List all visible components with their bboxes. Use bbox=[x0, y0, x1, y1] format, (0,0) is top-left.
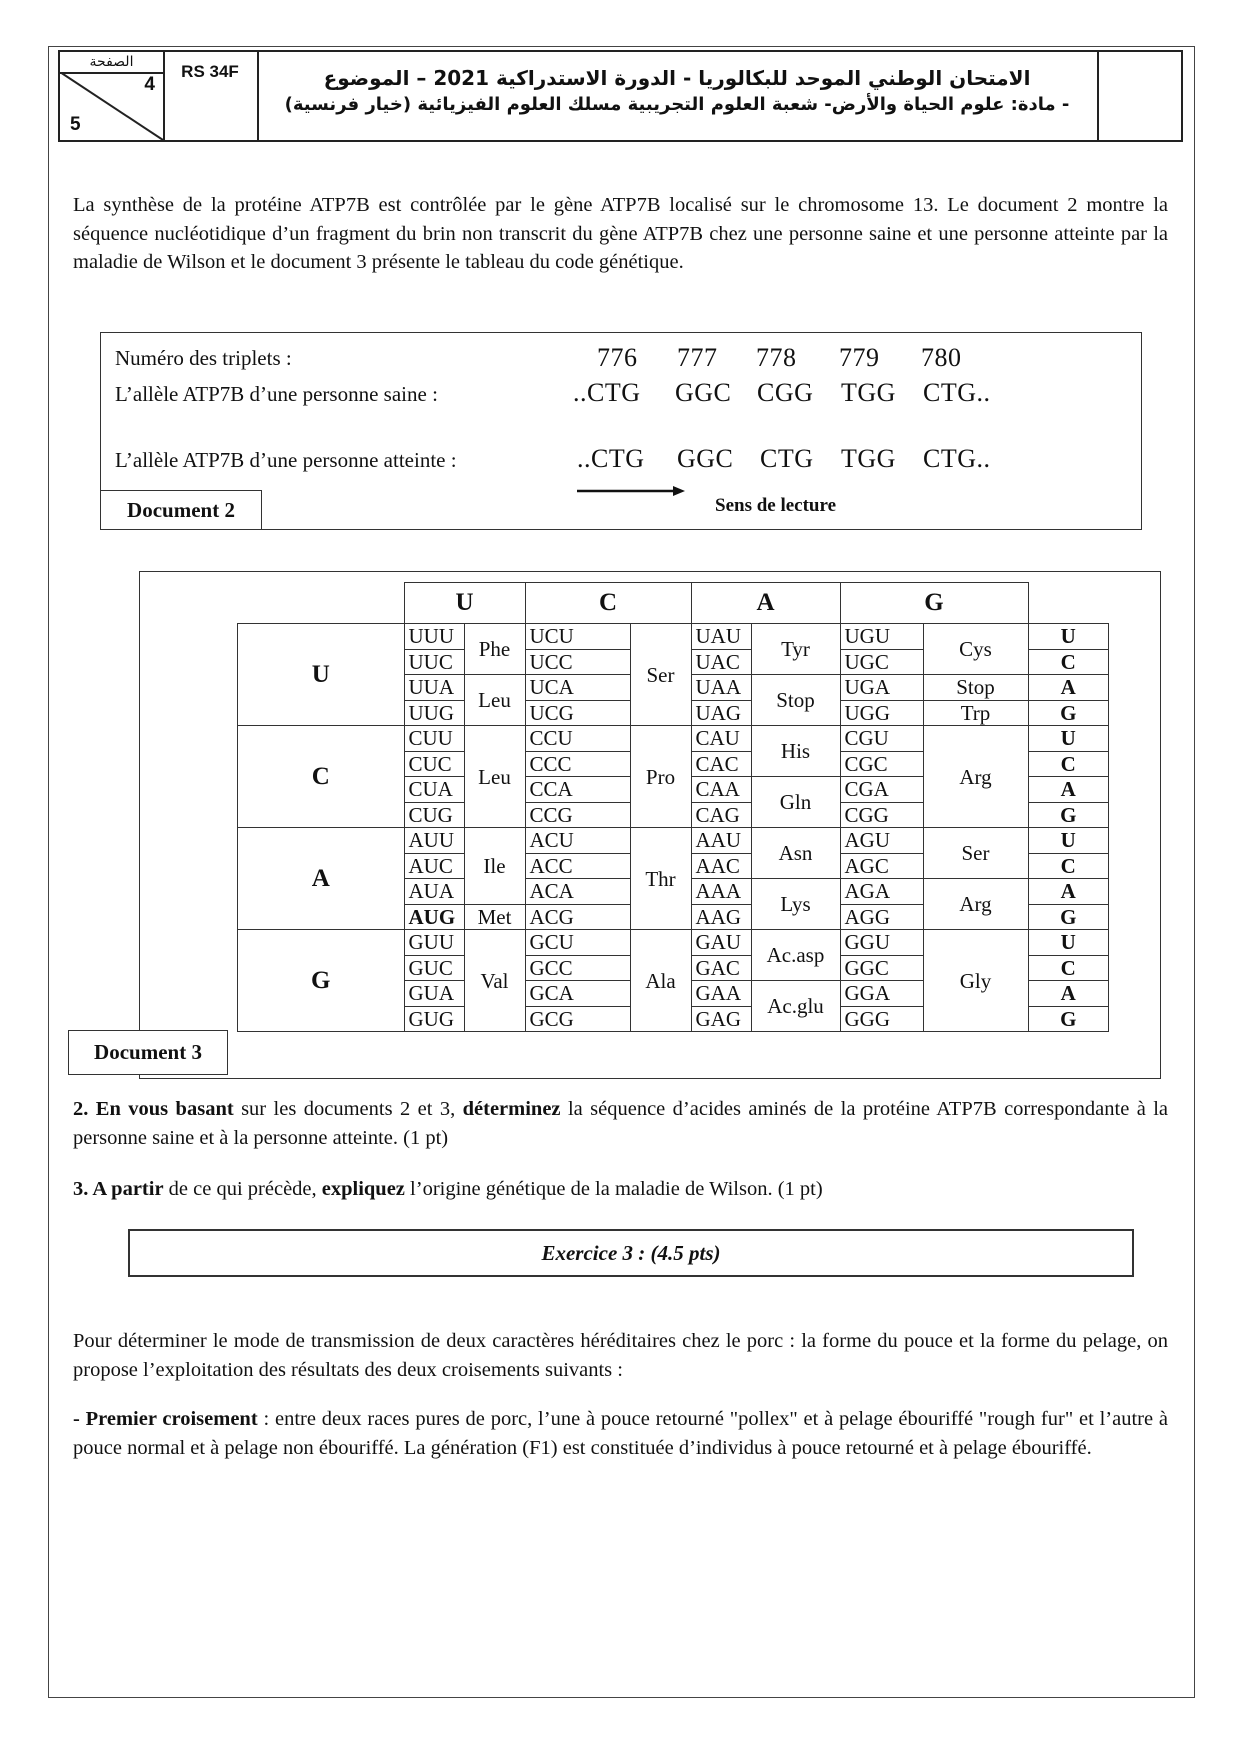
codon: UUU bbox=[404, 624, 464, 650]
triplet-label: Numéro des triplets : bbox=[115, 346, 292, 370]
codon: GAG bbox=[691, 1006, 751, 1032]
codon: CGG bbox=[840, 802, 923, 828]
third-base: U bbox=[1028, 624, 1109, 650]
amino-acid: His bbox=[751, 726, 840, 777]
amino-acid: Leu bbox=[464, 675, 525, 726]
third-base: G bbox=[1028, 802, 1109, 828]
amino-acid: Leu bbox=[464, 726, 525, 828]
third-base: C bbox=[1028, 955, 1109, 981]
column-header-U: U bbox=[404, 583, 525, 624]
column-header-C: C bbox=[525, 583, 691, 624]
codon: GGG bbox=[840, 1006, 923, 1032]
codon: CUG bbox=[404, 802, 464, 828]
codon: CGG bbox=[757, 378, 814, 407]
exercise-3-intro: Pour déterminer le mode de transmission de deux caractères héréditaires chez le porc : la forme du pouce et la forme du pelage, on propose l’exploitation des résultats des deux croisements suivants : bbox=[73, 1330, 1168, 1381]
third-base: A bbox=[1028, 879, 1109, 905]
page-number: 4 bbox=[144, 74, 155, 95]
codon: GAA bbox=[691, 981, 751, 1007]
codon: GGC bbox=[677, 444, 734, 473]
codon: UCA bbox=[525, 675, 630, 701]
amino-acid: Trp bbox=[923, 700, 1028, 726]
codon: AAU bbox=[691, 828, 751, 854]
amino-acid: Ac.asp bbox=[751, 930, 840, 981]
codon: AUC bbox=[404, 853, 464, 879]
third-base: U bbox=[1028, 726, 1109, 752]
amino-acid: Cys bbox=[923, 624, 1028, 675]
codon: GGU bbox=[840, 930, 923, 956]
codon: CAA bbox=[691, 777, 751, 803]
codon: ACG bbox=[525, 904, 630, 930]
codon: UAU bbox=[691, 624, 751, 650]
codon: AAC bbox=[691, 853, 751, 879]
codon: UGG bbox=[840, 700, 923, 726]
column-header-A: A bbox=[691, 583, 840, 624]
amino-acid: Ile bbox=[464, 828, 525, 905]
codon: CGU bbox=[840, 726, 923, 752]
codon: CGC bbox=[840, 751, 923, 777]
amino-acid: Stop bbox=[751, 675, 840, 726]
codon: GUA bbox=[404, 981, 464, 1007]
amino-acid: Pro bbox=[630, 726, 691, 828]
codon: CAU bbox=[691, 726, 751, 752]
codon: CUA bbox=[404, 777, 464, 803]
codon: UGU bbox=[840, 624, 923, 650]
codon: GGA bbox=[840, 981, 923, 1007]
codon: UAC bbox=[691, 649, 751, 675]
first-cross: - Premier croisement : entre deux races pures de porc, l’une à pouce retourné "pollex" et à pelage ébouriffé "rough fur" et l’autre à pouce normal et à pelage non ébouriffé. La génération (F1) est constituée d’individus à pouce retourné et à pelage ébouriffé. bbox=[73, 1408, 1168, 1459]
third-base: G bbox=[1028, 1006, 1109, 1032]
healthy-sequence bbox=[101, 378, 1141, 412]
third-base: A bbox=[1028, 675, 1109, 701]
codon: GGC bbox=[675, 378, 732, 407]
exam-header bbox=[58, 50, 1183, 142]
codon: GCG bbox=[525, 1006, 630, 1032]
triplet-number: 778 bbox=[756, 343, 797, 372]
third-base: G bbox=[1028, 904, 1109, 930]
codon: GAC bbox=[691, 955, 751, 981]
codon: GUU bbox=[404, 930, 464, 956]
codon: AAA bbox=[691, 879, 751, 905]
amino-acid: Stop bbox=[923, 675, 1028, 701]
question-2: 2. En vous basant sur les documents 2 et 3, déterminez la séquence d’acides aminés de la protéine ATP7B correspondante à la personne saine et à la personne atteinte. (1 pt) bbox=[73, 1098, 1169, 1149]
intro-paragraph: La synthèse de la protéine ATP7B est contrôlée par le gène ATP7B localisé sur le chromosome 13. Le document 2 montre la séquence nucléotidique d’un fragment du brin non transcrit du gène ATP7B chez une personne saine et une personne atteinte par la maladie de Wilson et le document 3 présente le tableau du code génétique. bbox=[73, 194, 1168, 273]
amino-acid: Val bbox=[464, 930, 525, 1032]
codon: UUC bbox=[404, 649, 464, 675]
triplet-number: 776 bbox=[597, 343, 638, 372]
codon: CUC bbox=[404, 751, 464, 777]
first-base-U: U bbox=[238, 624, 405, 726]
question-3: 3. A partir de ce qui précède, expliquez l’origine génétique de la maladie de Wilson. (1 pt) bbox=[73, 1178, 823, 1200]
codon: UGC bbox=[840, 649, 923, 675]
exam-title-line1: الامتحان الوطني الموحد للبكالوريا - الدورة الاستدراكية 2021 – الموضوع bbox=[323, 66, 1031, 90]
codon: CCG bbox=[525, 802, 630, 828]
amino-acid: Lys bbox=[751, 879, 840, 930]
codon: CTG bbox=[760, 444, 814, 473]
codon: AUU bbox=[404, 828, 464, 854]
amino-acid: Tyr bbox=[751, 624, 840, 675]
reading-direction-arrow bbox=[577, 483, 687, 499]
amino-acid: Thr bbox=[630, 828, 691, 930]
third-base: C bbox=[1028, 853, 1109, 879]
codon: AGU bbox=[840, 828, 923, 854]
codon: AUA bbox=[404, 879, 464, 905]
codon: GGC bbox=[840, 955, 923, 981]
amino-acid: Ser bbox=[923, 828, 1028, 879]
triplet-number: 780 bbox=[921, 343, 962, 372]
codon: UGA bbox=[840, 675, 923, 701]
codon: CUU bbox=[404, 726, 464, 752]
amino-acid: Arg bbox=[923, 726, 1028, 828]
third-base: U bbox=[1028, 930, 1109, 956]
amino-acid: Ala bbox=[630, 930, 691, 1032]
page-total: 5 bbox=[70, 114, 81, 135]
codon: UCG bbox=[525, 700, 630, 726]
codon: GCC bbox=[525, 955, 630, 981]
codon: AGA bbox=[840, 879, 923, 905]
codon: AGC bbox=[840, 853, 923, 879]
amino-acid: Met bbox=[464, 904, 525, 930]
codon: TGG bbox=[841, 378, 896, 407]
codon: GUC bbox=[404, 955, 464, 981]
codon: ACU bbox=[525, 828, 630, 854]
codon: CCC bbox=[525, 751, 630, 777]
codon: CCU bbox=[525, 726, 630, 752]
amino-acid: Gln bbox=[751, 777, 840, 828]
codon: CTG.. bbox=[923, 378, 991, 407]
codon: AGG bbox=[840, 904, 923, 930]
affected-allele-label: L’allèle ATP7B d’une personne atteinte : bbox=[115, 448, 457, 472]
reading-direction-label: Sens de lecture bbox=[715, 495, 837, 516]
codon: TGG bbox=[841, 444, 896, 473]
exam-title bbox=[257, 52, 1099, 140]
codon: CGA bbox=[840, 777, 923, 803]
third-base: C bbox=[1028, 649, 1109, 675]
third-base: G bbox=[1028, 700, 1109, 726]
triplet-number: 777 bbox=[677, 343, 718, 372]
codon: ..CTG bbox=[577, 444, 645, 473]
codon: CTG.. bbox=[923, 444, 991, 473]
third-base: C bbox=[1028, 751, 1109, 777]
codon: UAG bbox=[691, 700, 751, 726]
codon: UCU bbox=[525, 624, 630, 650]
codon: AAG bbox=[691, 904, 751, 930]
first-base-A: A bbox=[238, 828, 405, 930]
amino-acid: Ac.glu bbox=[751, 981, 840, 1032]
codon: UUA bbox=[404, 675, 464, 701]
codon: ACC bbox=[525, 853, 630, 879]
third-base: A bbox=[1028, 981, 1109, 1007]
third-base: U bbox=[1028, 828, 1109, 854]
codon: GCU bbox=[525, 930, 630, 956]
amino-acid: Asn bbox=[751, 828, 840, 879]
document-2-label: Document 2 bbox=[100, 490, 262, 530]
amino-acid: Arg bbox=[923, 879, 1028, 930]
codon: GAU bbox=[691, 930, 751, 956]
exam-code: RS 34F bbox=[163, 52, 259, 140]
triplet-number: 779 bbox=[839, 343, 880, 372]
codon: ACA bbox=[525, 879, 630, 905]
codon: UAA bbox=[691, 675, 751, 701]
affected-sequence bbox=[101, 444, 1141, 478]
amino-acid: Ser bbox=[630, 624, 691, 726]
codon: GUG bbox=[404, 1006, 464, 1032]
codon: CAG bbox=[691, 802, 751, 828]
exercise-3-title: Exercice 3 : (4.5 pts) bbox=[128, 1229, 1134, 1277]
codon: UCC bbox=[525, 649, 630, 675]
column-header-G: G bbox=[840, 583, 1028, 624]
exam-title-line2: - مادة: علوم الحياة والأرض- شعبة العلوم التجريبية مسلك العلوم الفيزيائية (خيار فرنسية) bbox=[284, 94, 1070, 115]
triplet-numbers bbox=[101, 343, 1141, 377]
page-label: الصفحة bbox=[60, 52, 163, 74]
document-3-label: Document 3 bbox=[68, 1030, 228, 1075]
codon: ..CTG bbox=[573, 378, 641, 407]
codon: CCA bbox=[525, 777, 630, 803]
healthy-allele-label: L’allèle ATP7B d’une personne saine : bbox=[115, 382, 438, 406]
first-base-G: G bbox=[238, 930, 405, 1032]
page-number-cell bbox=[60, 52, 165, 140]
codon: UUG bbox=[404, 700, 464, 726]
genetic-code-table bbox=[237, 582, 1109, 1032]
amino-acid: Phe bbox=[464, 624, 525, 675]
start-codon: AUG bbox=[404, 904, 464, 930]
third-base: A bbox=[1028, 777, 1109, 803]
first-base-C: C bbox=[238, 726, 405, 828]
codon: CAC bbox=[691, 751, 751, 777]
codon: GCA bbox=[525, 981, 630, 1007]
amino-acid: Gly bbox=[923, 930, 1028, 1032]
